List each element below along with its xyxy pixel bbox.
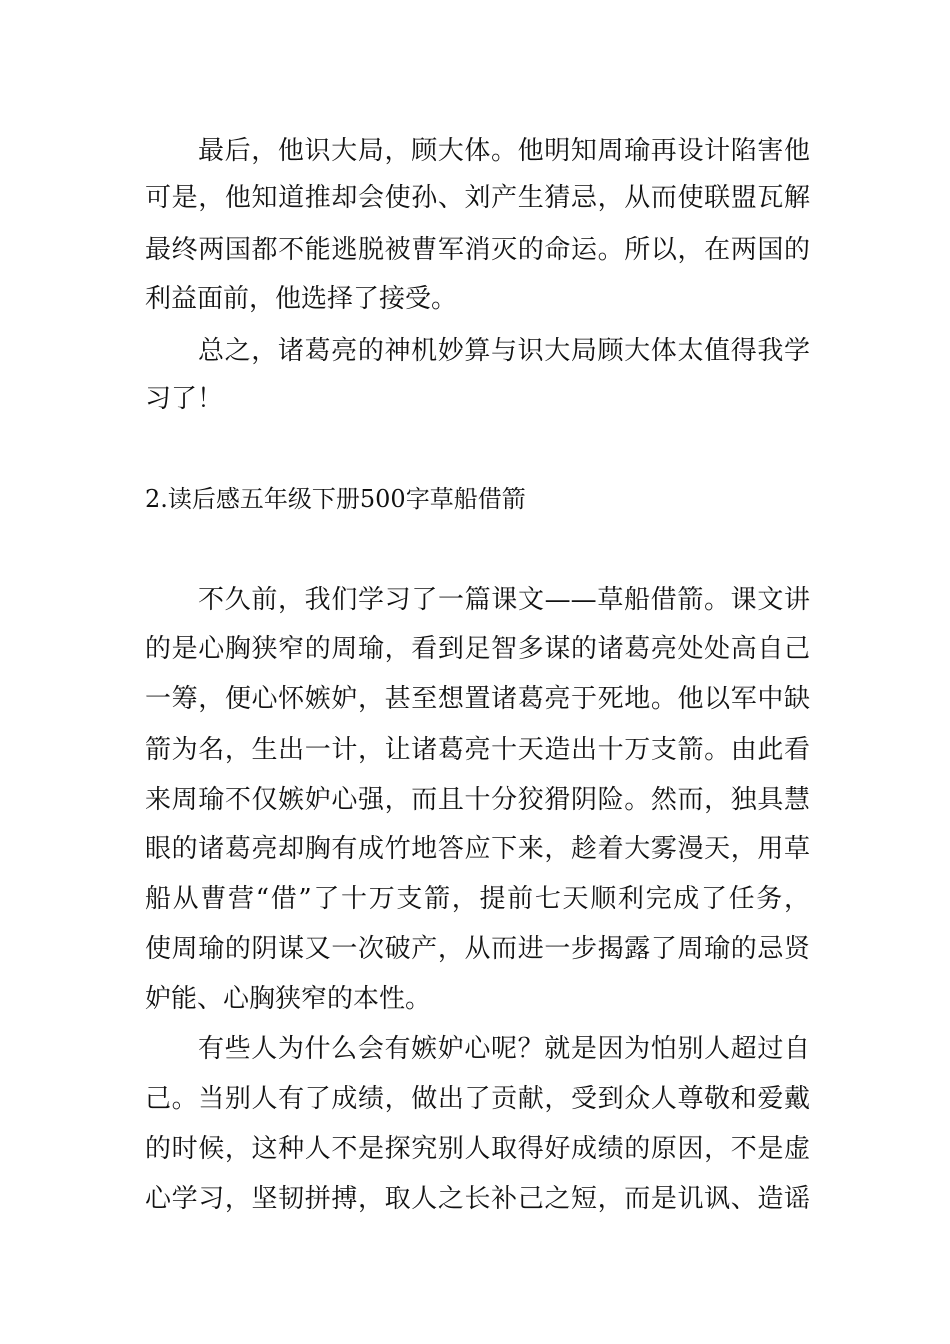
- paragraph-1-line-4: 利益面前，他选择了接受。: [145, 284, 458, 314]
- paragraph-3-line-3: 一筹，便心怀嫉妒，甚至想置诸葛亮于死地。他以军中缺: [145, 684, 810, 714]
- paragraph-1-line-1: 最后，他识大局，顾大体。他明知周瑜再设计陷害他: [198, 136, 810, 166]
- paragraph-1-line-2: 可是，他知道推却会使孙、刘产生猜忌，从而使联盟瓦解: [145, 183, 810, 213]
- paragraph-3-line-9: 妒能、心胸狭窄的本性。: [145, 984, 432, 1014]
- paragraph-4-line-1: 有些人为什么会有嫉妒心呢？就是因为怕别人超过自: [198, 1034, 810, 1064]
- paragraph-3-line-8: 使周瑜的阴谋又一次破产，从而进一步揭露了周瑜的忌贤: [145, 934, 810, 964]
- section-heading: 2.读后感五年级下册500字草船借箭: [145, 485, 526, 513]
- paragraph-2-line-2: 习了！: [145, 384, 224, 414]
- paragraph-2-line-1: 总之，诸葛亮的神机妙算与识大局顾大体太值得我学: [198, 336, 810, 366]
- paragraph-4-line-3: 的时候，这种人不是探究别人取得好成绩的原因，不是虚: [145, 1134, 810, 1164]
- paragraph-4-line-4: 心学习，坚韧拼搏，取人之长补己之短，而是讥讽、造谣: [145, 1184, 810, 1214]
- paragraph-3-line-5: 来周瑜不仅嫉妒心强，而且十分狡猾阴险。然而，独具慧: [145, 785, 810, 815]
- paragraph-4-line-2: 己。当别人有了成绩，做出了贡献，受到众人尊敬和爱戴: [145, 1084, 810, 1114]
- paragraph-3-line-6: 眼的诸葛亮却胸有成竹地答应下来，趁着大雾漫天，用草: [145, 834, 810, 864]
- paragraph-3-line-1: 不久前，我们学习了一篇课文——草船借箭。课文讲: [198, 585, 810, 615]
- paragraph-3-line-2: 的是心胸狭窄的周瑜，看到足智多谋的诸葛亮处处高自己: [145, 634, 810, 664]
- paragraph-3-line-7: 船从曹营“借”了十万支箭，提前七天顺利完成了任务，: [145, 884, 810, 914]
- paragraph-3-line-4: 箭为名，生出一计，让诸葛亮十天造出十万支箭。由此看: [145, 735, 810, 765]
- paragraph-1-line-3: 最终两国都不能逃脱被曹军消灭的命运。所以，在两国的: [145, 235, 810, 265]
